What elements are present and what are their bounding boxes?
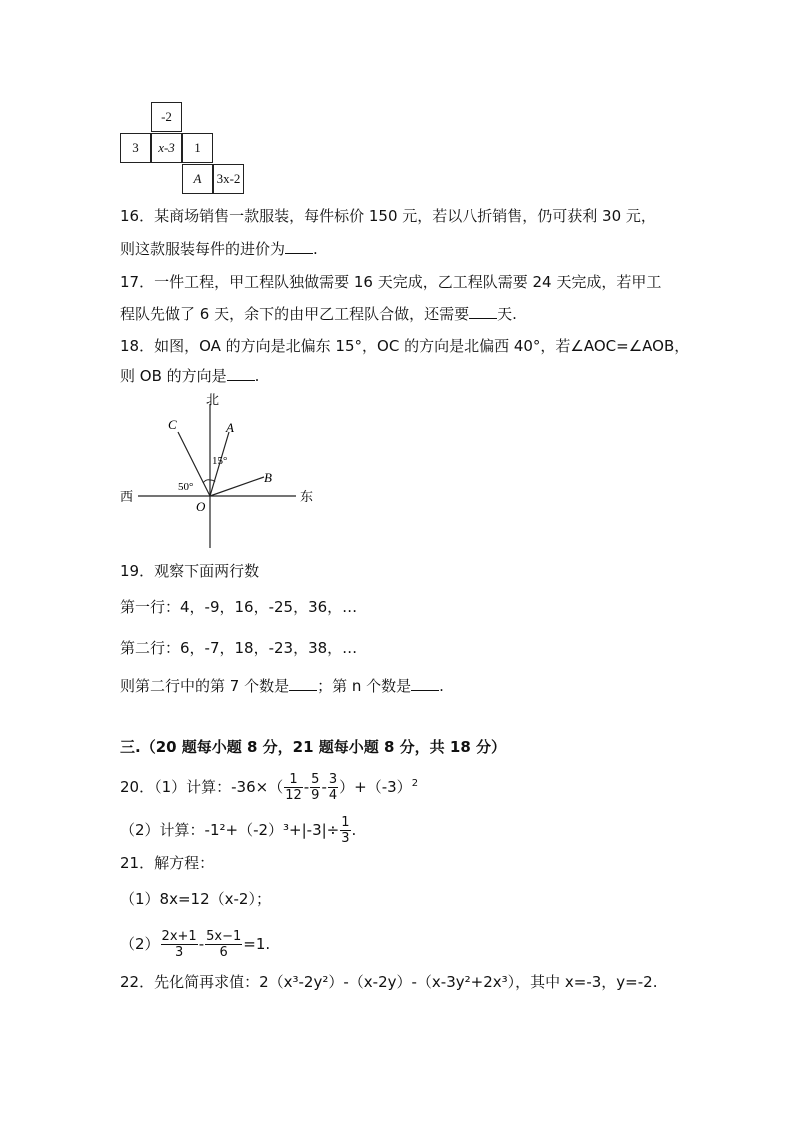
q21-p2-prefix: （2） — [120, 935, 160, 953]
q16-line1: 16．某商场销售一款服装，每件标价 150 元，若以八折销售，仍可获利 30 元， — [120, 207, 656, 225]
q20-f3-den: 4 — [328, 788, 338, 803]
ray-ob — [210, 477, 264, 496]
q16-text: 则这款服装每件的进价为 — [120, 240, 286, 258]
q20-f2-den: 9 — [311, 788, 320, 803]
q20-f1-num: 1 — [284, 772, 303, 788]
q21-f2-num: 5x−1 — [206, 929, 242, 944]
net-cell-top: -2 — [151, 102, 182, 132]
q21-frac-2 — [205, 929, 242, 960]
q21-f1-num: 2x+1 — [161, 929, 197, 944]
north-label: 北 — [206, 393, 220, 408]
q19-answer-blank-1[interactable] — [289, 676, 317, 691]
q17-line2 — [120, 304, 517, 324]
q21-title: 21．解方程： — [120, 854, 215, 872]
q21-part1: （1）8x=12（x-2）； — [120, 890, 271, 908]
q17-line1: 17．一件工程，甲工程队独做需要 16 天完成，乙工程队需要 24 天完成，若甲工 — [120, 273, 662, 291]
q20-part2 — [120, 815, 356, 846]
q17-answer-blank[interactable] — [469, 304, 497, 319]
q20-f3-num: 3 — [328, 772, 338, 787]
q21-f1-den: 3 — [174, 945, 184, 960]
q21-p2-suffix: =1. — [243, 935, 271, 953]
q16-line2 — [120, 239, 318, 259]
label-o: O — [196, 499, 206, 514]
q20-f2-num: 5 — [311, 772, 320, 787]
q19-ask-c: . — [439, 677, 444, 695]
compass-diagram — [118, 390, 318, 550]
q20-frac-3 — [328, 772, 338, 803]
q16-end: . — [313, 240, 318, 258]
q19-row2: 第二行：6，-7，18，-23，38，… — [120, 639, 358, 657]
angle-15-label: 15° — [212, 455, 228, 467]
q20-minus-2: - — [321, 778, 327, 796]
q17-text: 程队先做了 6 天，余下的由甲乙工程队合做，还需要 — [120, 305, 470, 323]
east-label: 东 — [300, 490, 314, 505]
q16-answer-blank[interactable] — [285, 239, 313, 254]
q20-p1-prefix: 20．（1）计算：-36×（ — [120, 778, 284, 796]
q20-part1 — [120, 772, 418, 803]
q21-frac-1 — [161, 929, 198, 960]
net-cell-left: 3 — [120, 133, 151, 163]
net-cell-a: A — [182, 164, 213, 194]
net-cell-right: 1 — [182, 133, 213, 163]
net-cell-center: x-3 — [151, 133, 182, 163]
net-cell-3x2: 3x-2 — [213, 164, 244, 194]
label-b: B — [264, 470, 272, 485]
q20-p1-suffix: ）+（-3） — [339, 778, 412, 796]
q20-p2-prefix: （2）计算：-1²+（-2）³+|-3|÷ — [120, 821, 340, 839]
q19-ask — [120, 676, 444, 696]
q19-ask-a: 则第二行中的第 7 个数是 — [120, 677, 290, 695]
q21-f2-den: 6 — [219, 945, 228, 960]
label-a: A — [226, 420, 234, 435]
q20-frac-4 — [340, 815, 350, 846]
q22-text: 22．先化简再求值：2（x³-2y²）-（x-2y）-（x-3y²+2x³），其中 x=-3，y=-2. — [120, 973, 658, 991]
q20-frac-1 — [284, 772, 303, 803]
q19-answer-blank-2[interactable] — [411, 676, 439, 691]
west-label: 西 — [120, 490, 134, 505]
q20-f4-num: 1 — [341, 815, 350, 830]
label-c: C — [168, 417, 177, 432]
angle-50-label: 50° — [178, 481, 194, 493]
q20-f1-den: 12 — [285, 788, 302, 803]
q20-p2-suffix: . — [351, 821, 357, 839]
q17-end: 天. — [497, 305, 517, 323]
q19-title: 19．观察下面两行数 — [120, 562, 260, 580]
q18-line1: 18．如图，OA 的方向是北偏东 15°，OC 的方向是北偏西 40°，若∠AOC=∠AOB， — [120, 337, 690, 355]
q20-f4-den: 3 — [341, 831, 350, 846]
angle-arc-50 — [203, 480, 210, 483]
q18-answer-blank[interactable] — [227, 366, 255, 381]
q19-row1: 第一行：4，-9，16，-25，36，… — [120, 598, 358, 616]
section3-title: 三.（20 题每小题 8 分，21 题每小题 8 分，共 18 分） — [120, 738, 506, 756]
q20-frac-2 — [310, 772, 320, 803]
q18-end: . — [254, 367, 260, 385]
q18-text: 则 OB 的方向是 — [120, 367, 227, 385]
q20-p1-exp: 2 — [411, 778, 419, 789]
q21-minus: - — [198, 935, 205, 953]
q21-part2 — [120, 929, 270, 960]
q18-line2 — [120, 366, 259, 386]
q19-ask-b: ；第 n 个数是 — [317, 677, 412, 695]
q20-minus-1: - — [303, 778, 310, 796]
